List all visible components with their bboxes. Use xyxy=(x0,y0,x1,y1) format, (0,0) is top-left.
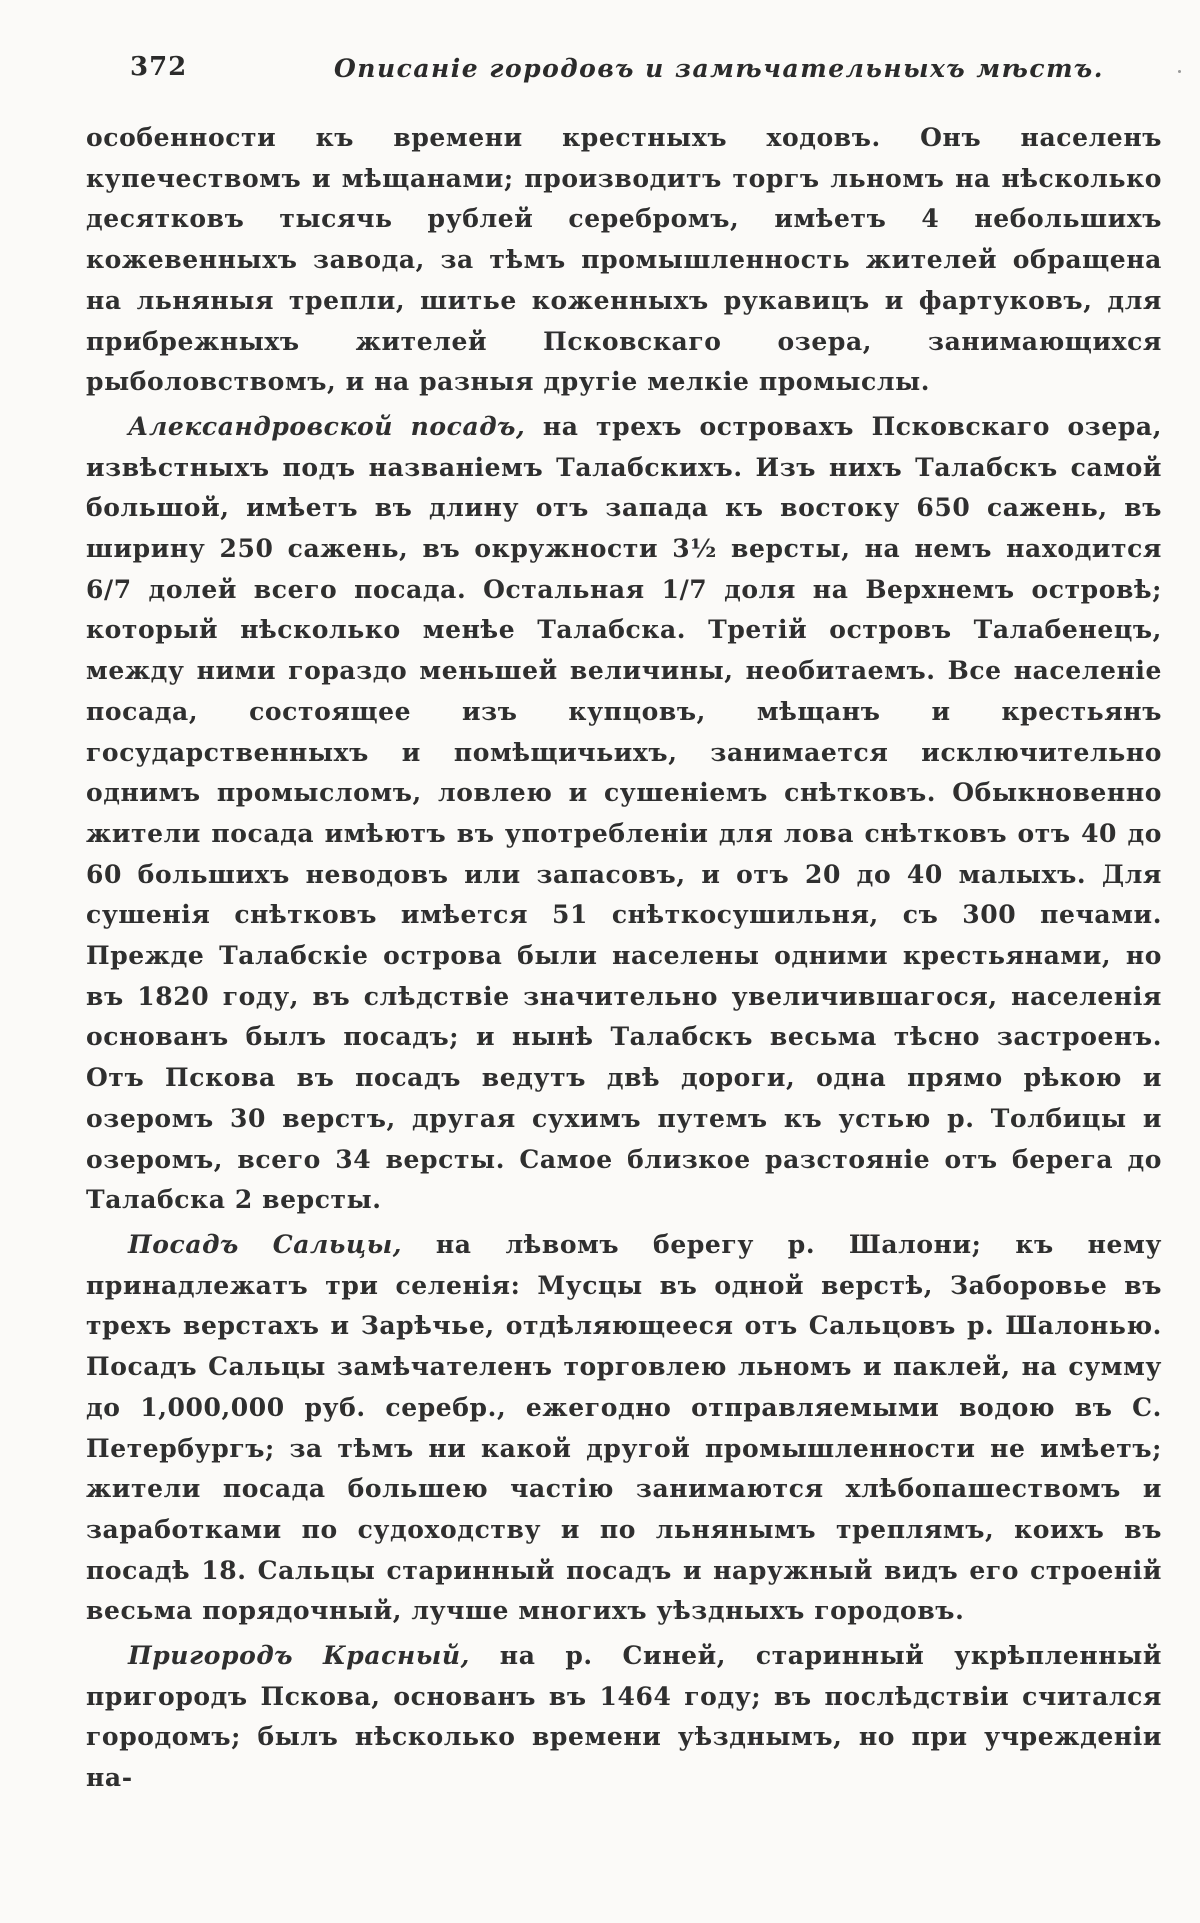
paragraph-text: особенности къ времени крестныхъ ходовъ. Онъ населенъ купечествомъ и мѣщанами; производитъ торгъ льномъ на нѣсколько десятковъ тысячь рублей серебромъ, имѣетъ 4 небольшихъ кожевенныхъ завода, за тѣмъ промышленность жителей обращена на льняныя трепли, шитье коженныхъ рукавицъ и фартуковъ, для прибрежныхъ жителей Псковскаго озера, занимающихся рыболовствомъ, и на разныя другіе мелкіе промыслы. xyxy=(86,123,1162,397)
paragraph-text: на лѣвомъ берегу р. Шалони; къ нему принадлежатъ три селенія: Мусцы въ одной верстѣ, Заборовье въ трехъ верстахъ и Зарѣчье, отдѣляющееся отъ Сальцовъ р. Шалонью. Посадъ Сальцы замѣчателенъ торговлею льномъ и паклей, на сумму до 1,000,000 руб. серебр., ежегодно отправляемыми водою въ С. Петербургъ; за тѣмъ ни какой другой промышленности не имѣетъ; жители посада большею частію занимаются хлѣбопашествомъ и заработками по судоходству и по льнянымъ треплямъ, коихъ въ посадѣ 18. Сальцы старинный посадъ и наружный видъ его строеній весьма порядочный, лучше многихъ уѣздныхъ городовъ. xyxy=(86,1229,1162,1626)
paragraph-lead: Пригородъ Красный, xyxy=(128,1641,470,1671)
paragraph-4 xyxy=(86,1636,1162,1799)
paragraph-3 xyxy=(86,1225,1162,1632)
page-header xyxy=(86,40,1162,101)
paragraph-lead: Посадъ Сальцы, xyxy=(128,1229,403,1259)
running-title: Описаніе городовъ и замѣчательныхъ мѣстъ. xyxy=(334,54,1104,83)
paragraph-1 xyxy=(86,118,1162,403)
paragraph-text: на трехъ островахъ Псковскаго озера, извѣстныхъ подъ названіемъ Талабскихъ. Изъ нихъ Талабскъ самой большой, имѣетъ въ длину отъ запада къ востоку 650 сажень, въ ширину 250 сажень, въ окружности 3½ версты, на немъ находится 6/7 долей всего посада. Остальная 1/7 доля на Верхнемъ островѣ; который нѣсколько менѣе Талабска. Третій островъ Талабенецъ, между ними гораздо меньшей величины, необитаемъ. Все населеніе посада, состоящее изъ купцовъ, мѣщанъ и крестьянъ государственныхъ и помѣщичьихъ, занимается исключительно однимъ промысломъ, ловлею и сушеніемъ снѣтковъ. Обыкновенно жители посада имѣютъ въ употребленіи для лова снѣтковъ отъ 40 до 60 большихъ неводовъ или запасовъ, и отъ 20 до 40 малыхъ. Для сушенія снѣтковъ имѣется 51 снѣткосушильня, съ 300 печами. Прежде Талабскіе острова были населены одними крестьянами, но въ 1820 году, въ слѣдствіе значительно увеличившагося, населенія основанъ былъ посадъ; и нынѣ Талабскъ весьма тѣсно застроенъ. Отъ Пскова въ посадъ ведутъ двѣ дороги, одна прямо рѣкою и озеромъ 30 верстъ, другая сухимъ путемъ къ устью р. Толбицы и озеромъ, всего 34 версты. Самое близкое разстояніе отъ берега до Талабска 2 версты. xyxy=(86,411,1163,1215)
paragraph-text: на р. Синей, старинный укрѣпленный пригородъ Пскова, основанъ въ 1464 году; въ послѣдствіи считался городомъ; былъ нѣсколько времени уѣзднымъ, но при учрежденіи на- xyxy=(86,1641,1163,1793)
paragraph-2 xyxy=(86,407,1162,1221)
book-page xyxy=(86,40,1163,1793)
paragraph-lead: Александровской посадъ, xyxy=(128,411,526,441)
page-speck xyxy=(1178,70,1181,73)
page-number: 372 xyxy=(130,52,188,82)
body-text xyxy=(86,118,1162,1803)
